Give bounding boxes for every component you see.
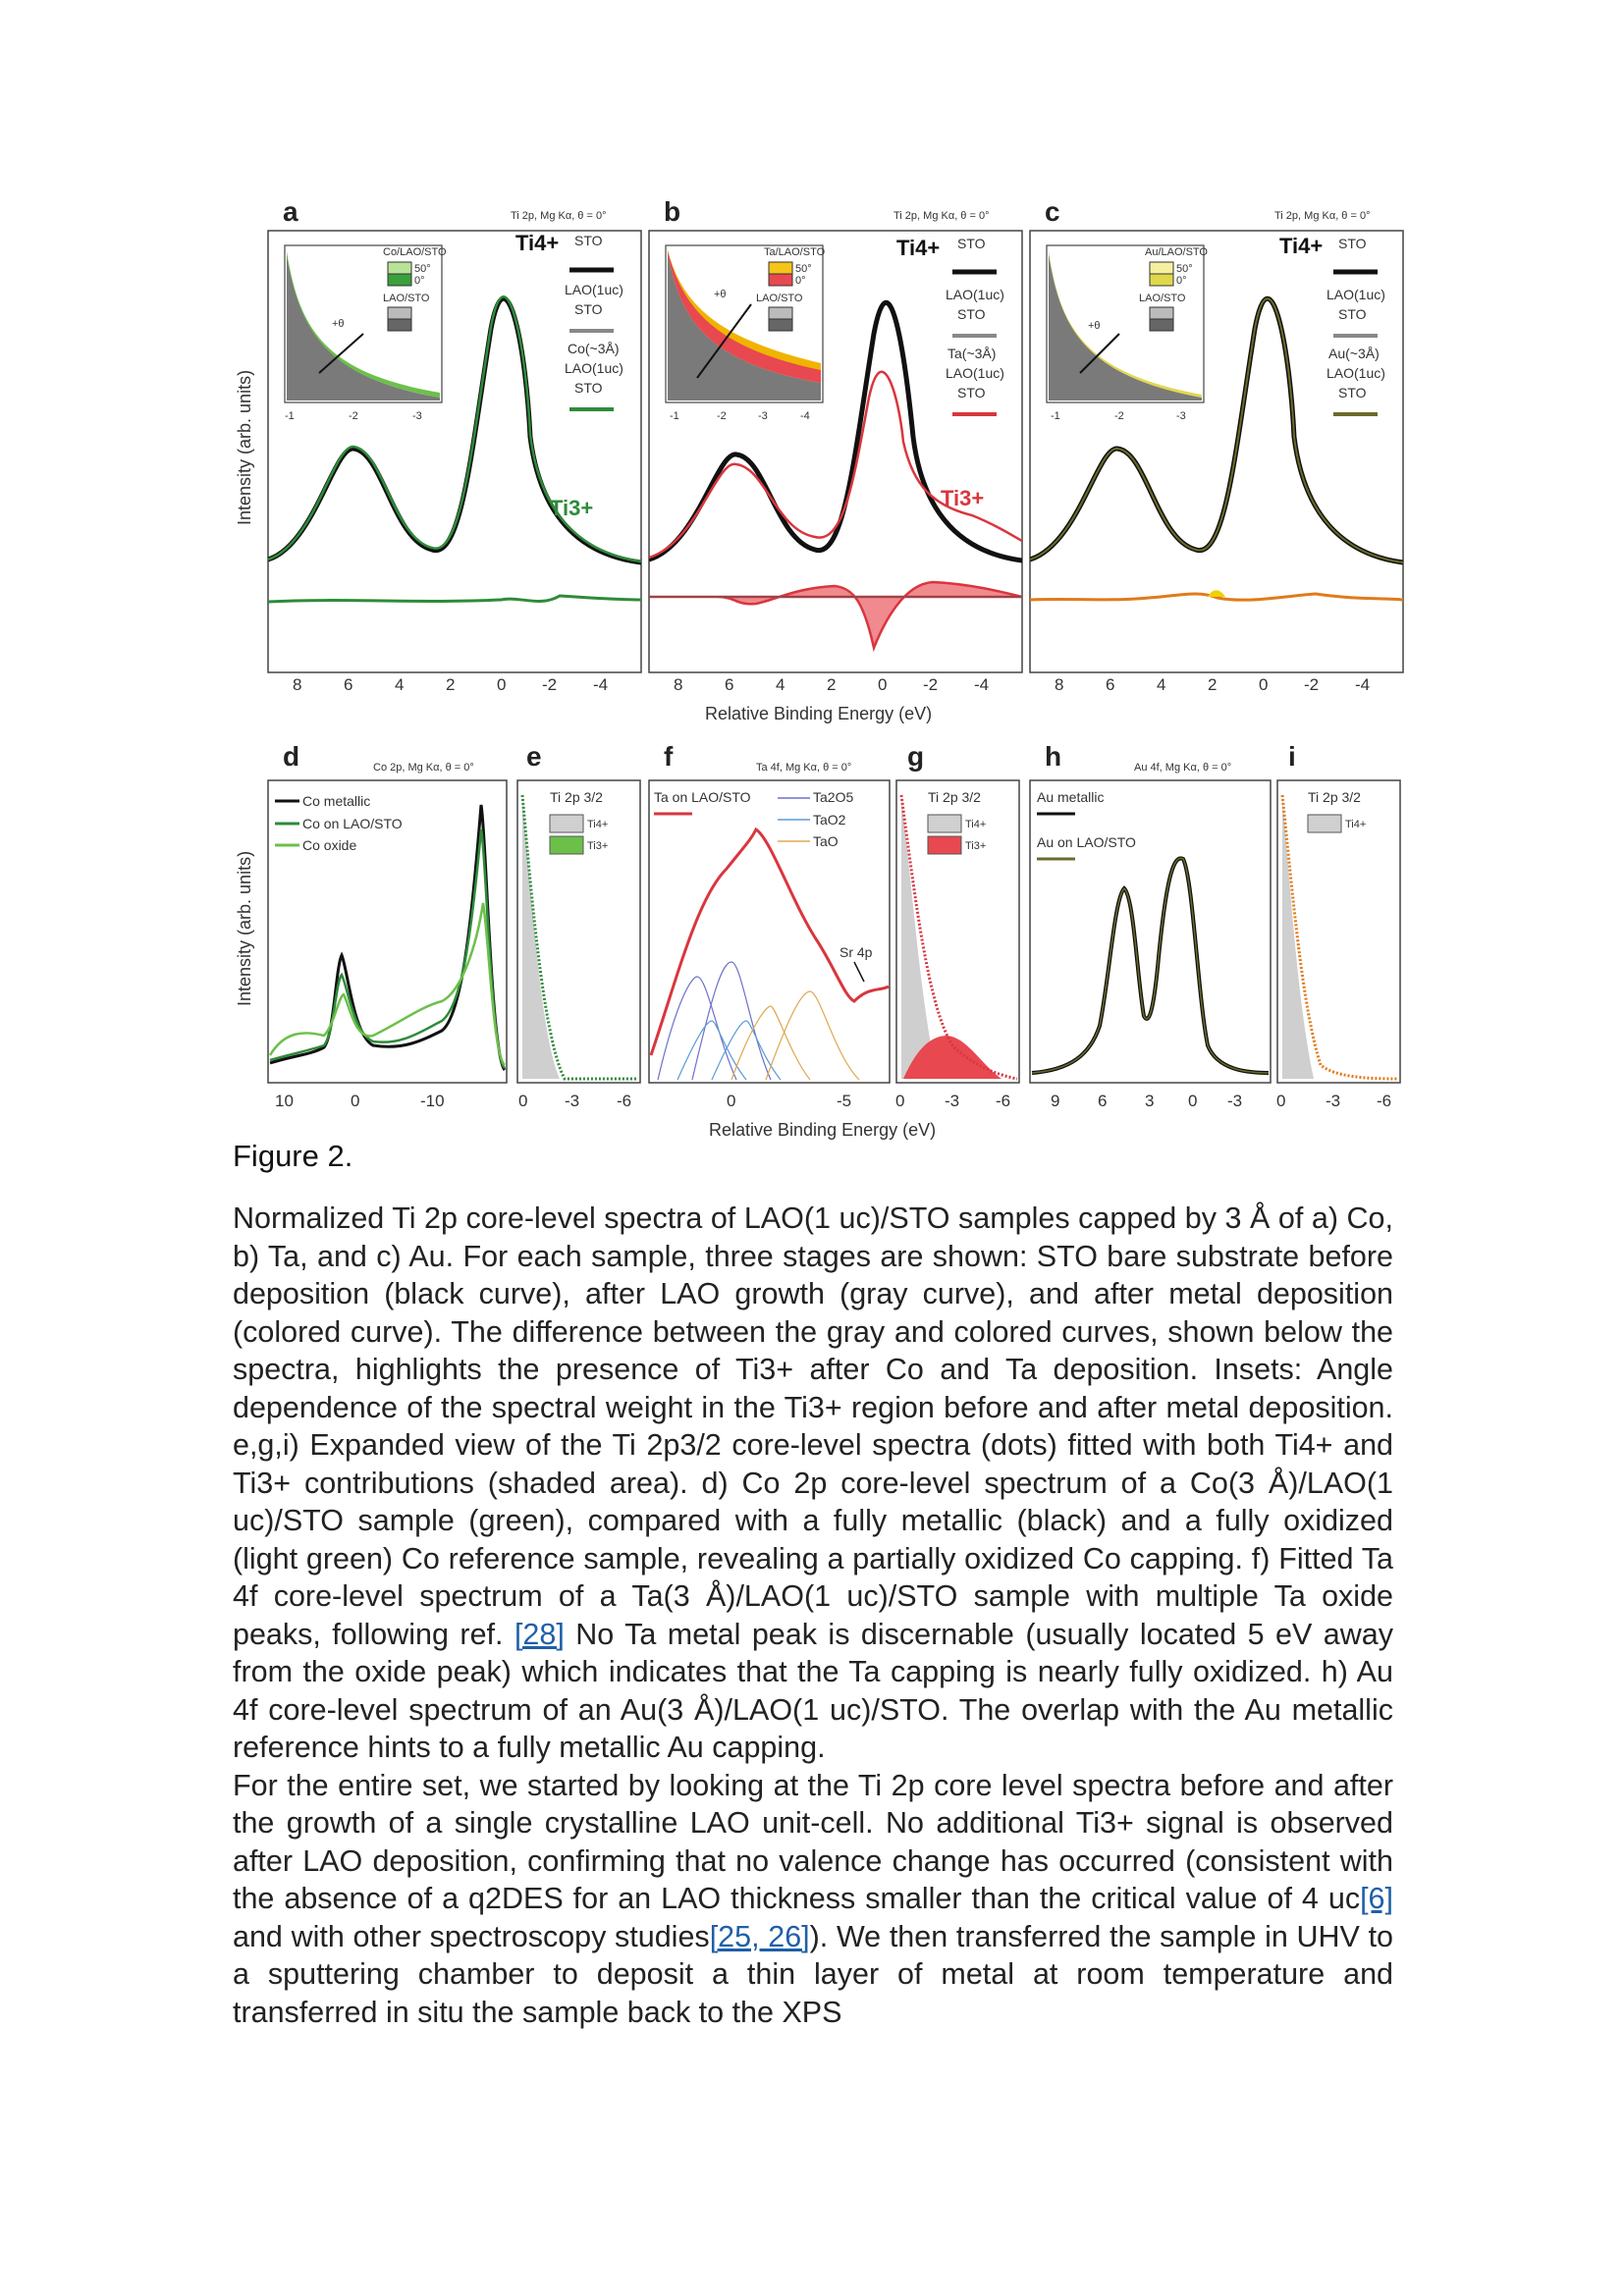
ti4-label-a: Ti4+ [515, 231, 560, 255]
svg-text:6: 6 [344, 675, 353, 694]
svg-text:-3: -3 [412, 410, 422, 422]
svg-text:Au on LAO/STO: Au on LAO/STO [1037, 834, 1136, 850]
figure-2-svg [226, 191, 1404, 1153]
svg-text:-1: -1 [670, 410, 679, 422]
svg-text:-10: -10 [420, 1092, 445, 1110]
co-diff-curve [268, 596, 641, 602]
svg-text:Ta2O5: Ta2O5 [813, 789, 854, 805]
panel-c-header: Ti 2p, Mg Kα, θ = 0° [1274, 210, 1371, 222]
panel-h-frame [1030, 780, 1271, 1083]
body-paragraph: For the entire set, we started by looking at the Ti 2p core level spectra before and after the growth of a single crystalline LAO unit-cell. No additional Ti3+ signal is observed after LAO deposition, confirming that no valence change has occurred (consistent with the absence of a q2DES for an LAO thickness smaller than the critical value of 4 uc[6] and with other spectroscopy studies[25, 26]). We then transferred the sample in UHV to a sputtering chamber to deposit a thin layer of metal at room temperature and transferred in situ the sample back to the XPS [233, 1768, 1394, 2029]
svg-text:Ti3+: Ti3+ [965, 840, 987, 852]
svg-text:-1: -1 [285, 410, 295, 422]
svg-text:Au/LAO/STO: Au/LAO/STO [1145, 246, 1208, 258]
y-axis-label-top: Intensity (arb. units) [235, 369, 254, 525]
svg-text:0°: 0° [1176, 275, 1187, 287]
svg-text:STO: STO [574, 233, 603, 248]
inset-a-ref: LAO/STO [383, 293, 430, 304]
svg-text:Co(~3Å): Co(~3Å) [568, 341, 620, 356]
svg-text:Sr 4p: Sr 4p [839, 944, 873, 960]
panel-letter-e: e [526, 741, 542, 772]
panel-letter-c: c [1045, 196, 1060, 227]
ti3-label-a: Ti3+ [550, 496, 594, 520]
svg-text:LAO(1uc): LAO(1uc) [946, 365, 1004, 381]
svg-text:Au(~3Å): Au(~3Å) [1328, 346, 1380, 361]
inset-a-title: Co/LAO/STO [383, 246, 447, 258]
svg-text:3: 3 [1145, 1092, 1155, 1110]
svg-text:LAO(1uc): LAO(1uc) [1326, 287, 1385, 302]
svg-text:LAO/STO: LAO/STO [1139, 293, 1186, 304]
svg-text:0: 0 [351, 1092, 360, 1110]
svg-text:Ti3+: Ti3+ [587, 840, 609, 852]
panel-h-header: Au 4f, Mg Kα, θ = 0° [1134, 762, 1232, 774]
svg-text:TaO2: TaO2 [813, 812, 846, 828]
svg-text:6: 6 [1098, 1092, 1108, 1110]
svg-text:STO: STO [957, 385, 986, 400]
svg-text:-2: -2 [717, 410, 727, 422]
svg-text:STO: STO [1338, 385, 1367, 400]
svg-text:+θ: +θ [1088, 320, 1101, 332]
svg-text:0: 0 [1276, 1092, 1286, 1110]
svg-text:Ta(~3Å): Ta(~3Å) [947, 346, 997, 361]
svg-text:-4: -4 [974, 675, 990, 694]
svg-text:Ti 2p 3/2: Ti 2p 3/2 [1308, 789, 1361, 805]
svg-text:6: 6 [725, 675, 734, 694]
svg-text:9: 9 [1051, 1092, 1060, 1110]
svg-text:-3: -3 [945, 1092, 960, 1110]
svg-text:-3: -3 [1176, 410, 1186, 422]
panel-letter-f: f [664, 741, 674, 772]
ref-link-6[interactable]: [6] [1360, 1882, 1393, 1915]
svg-text:Ti 2p 3/2: Ti 2p 3/2 [550, 789, 603, 805]
svg-text:Ti4+: Ti4+ [896, 236, 941, 260]
svg-text:4: 4 [1157, 675, 1166, 694]
svg-text:LAO(1uc): LAO(1uc) [565, 360, 623, 376]
svg-text:Ti4+: Ti4+ [1345, 819, 1367, 830]
svg-text:8: 8 [1055, 675, 1064, 694]
svg-text:0: 0 [518, 1092, 528, 1110]
svg-text:Co metallic: Co metallic [302, 793, 371, 809]
panel-letter-g: g [907, 741, 925, 772]
svg-text:TaO: TaO [813, 833, 839, 849]
svg-text:Au metallic: Au metallic [1037, 789, 1105, 805]
svg-text:-1: -1 [1051, 410, 1060, 422]
svg-text:0: 0 [878, 675, 888, 694]
svg-text:2: 2 [446, 675, 456, 694]
svg-text:2: 2 [827, 675, 837, 694]
svg-text:6: 6 [1106, 675, 1115, 694]
svg-text:-4: -4 [1355, 675, 1371, 694]
inset-a-0: 0° [414, 275, 425, 287]
svg-text:0: 0 [727, 1092, 736, 1110]
top-x-ticks [293, 675, 1370, 694]
svg-text:50°: 50° [1176, 263, 1193, 275]
panel-letter-h: h [1045, 741, 1062, 772]
theta-a: +θ [332, 318, 345, 330]
panel-letter-i: i [1288, 741, 1296, 772]
svg-text:Ti3+: Ti3+ [941, 486, 985, 510]
svg-text:-3: -3 [565, 1092, 580, 1110]
svg-text:-4: -4 [800, 410, 810, 422]
x-axis-label-top: Relative Binding Energy (eV) [705, 704, 933, 723]
text-block [233, 1200, 1393, 2031]
figure-2 [226, 191, 1404, 1153]
svg-text:0: 0 [1259, 675, 1269, 694]
svg-text:-5: -5 [837, 1092, 852, 1110]
svg-text:Co oxide: Co oxide [302, 837, 357, 853]
panel-a-header: Ti 2p, Mg Kα, θ = 0° [511, 210, 607, 222]
svg-text:4: 4 [395, 675, 405, 694]
svg-text:Ta/LAO/STO: Ta/LAO/STO [764, 246, 826, 258]
y-axis-label-bottom: Intensity (arb. units) [235, 850, 254, 1006]
figure-caption: Normalized Ti 2p core-level spectra of LAO(1 uc)/STO samples capped by 3 Å of a) Co, b) Ta, and c) Au. For each sample, three stages are shown: STO bare substrate before deposition (black curve), after LAO growth (gray curve), and after metal deposition (colored curve). The difference between the gray and colored curves, shown below the spectra, highlights the presence of Ti3+ after Co and Ta deposition. Insets: Angle dependence of the spectral weight in the Ti3+ region before and after metal deposition. e,g,i) Expanded view of the Ti 2p3/2 core-level spectra (dots) fitted with both Ti4+ and Ti3+ contributions (shaded area). d) Co 2p core-level spectrum of a Co(3 Å)/LAO(1 uc)/STO sample (green), compared with a fully metallic (black) and a fully oxidized (light green) Co reference sample, revealing a partially oxidized Co capping. f) Fitted Ta 4f core-level spectrum of a Ta(3 Å)/LAO(1 uc)/STO sample with multiple Ta oxide peaks, following ref. [28] No Ta metal peak is discernable (usually located 5 eV away from the oxide peak) which indicates that the Ta capping is nearly fully oxidized. h) Au 4f core-level spectrum of an Au(3 Å)/LAO(1 uc)/STO. The overlap with the Au metallic reference hints to a fully metallic Au capping. [233, 1201, 1394, 1764]
svg-text:LAO(1uc): LAO(1uc) [565, 282, 623, 297]
svg-text:-6: -6 [1377, 1092, 1392, 1110]
svg-text:Ti 2p 3/2: Ti 2p 3/2 [928, 789, 981, 805]
svg-text:8: 8 [674, 675, 683, 694]
panel-letter-b: b [664, 196, 681, 227]
svg-text:+θ: +θ [714, 289, 727, 300]
svg-text:STO: STO [1338, 306, 1367, 322]
svg-text:Ti4+: Ti4+ [965, 819, 987, 830]
svg-text:-6: -6 [996, 1092, 1011, 1110]
svg-text:-6: -6 [617, 1092, 632, 1110]
svg-text:50°: 50° [795, 263, 812, 275]
svg-text:STO: STO [1338, 236, 1367, 251]
svg-text:Ti4+: Ti4+ [1279, 234, 1324, 258]
svg-text:LAO(1uc): LAO(1uc) [1326, 365, 1385, 381]
panel-d-header: Co 2p, Mg Kα, θ = 0° [373, 762, 474, 774]
inset-a-50: 50° [414, 263, 431, 275]
panel-letter-a: a [283, 196, 298, 227]
svg-text:8: 8 [293, 675, 302, 694]
svg-text:-2: -2 [923, 675, 939, 694]
svg-text:Ti4+: Ti4+ [587, 819, 609, 830]
svg-text:-2: -2 [1114, 410, 1124, 422]
svg-text:-3: -3 [758, 410, 768, 422]
svg-text:LAO/STO: LAO/STO [756, 293, 803, 304]
svg-text:-2: -2 [542, 675, 558, 694]
svg-text:0°: 0° [795, 275, 806, 287]
svg-text:STO: STO [574, 380, 603, 396]
svg-text:4: 4 [776, 675, 785, 694]
svg-text:STO: STO [957, 236, 986, 251]
svg-text:LAO(1uc): LAO(1uc) [946, 287, 1004, 302]
svg-text:0: 0 [1188, 1092, 1198, 1110]
x-axis-label-bottom: Relative Binding Energy (eV) [709, 1120, 937, 1140]
svg-text:2: 2 [1208, 675, 1218, 694]
svg-text:-4: -4 [593, 675, 609, 694]
panel-letter-d: d [283, 741, 300, 772]
svg-text:10: 10 [275, 1092, 294, 1110]
svg-text:-2: -2 [349, 410, 358, 422]
svg-text:-3: -3 [1326, 1092, 1341, 1110]
panel-b-header: Ti 2p, Mg Kα, θ = 0° [893, 210, 990, 222]
svg-text:STO: STO [957, 306, 986, 322]
svg-text:STO: STO [574, 301, 603, 317]
bottom-x-ticks [275, 1092, 1391, 1110]
ref-link-28[interactable]: [28] [514, 1617, 565, 1651]
svg-text:Co on LAO/STO: Co on LAO/STO [302, 816, 403, 831]
svg-text:0: 0 [895, 1092, 905, 1110]
svg-text:0: 0 [497, 675, 507, 694]
figure-caption-title: Figure 2. [233, 1139, 353, 1173]
svg-text:Ta on LAO/STO: Ta on LAO/STO [654, 789, 751, 805]
ref-link-25-26[interactable]: [25, 26] [709, 1919, 810, 1953]
svg-text:-3: -3 [1227, 1092, 1243, 1110]
svg-text:-2: -2 [1304, 675, 1320, 694]
panel-f-frame [649, 780, 890, 1083]
panel-f-header: Ta 4f, Mg Kα, θ = 0° [756, 762, 852, 774]
